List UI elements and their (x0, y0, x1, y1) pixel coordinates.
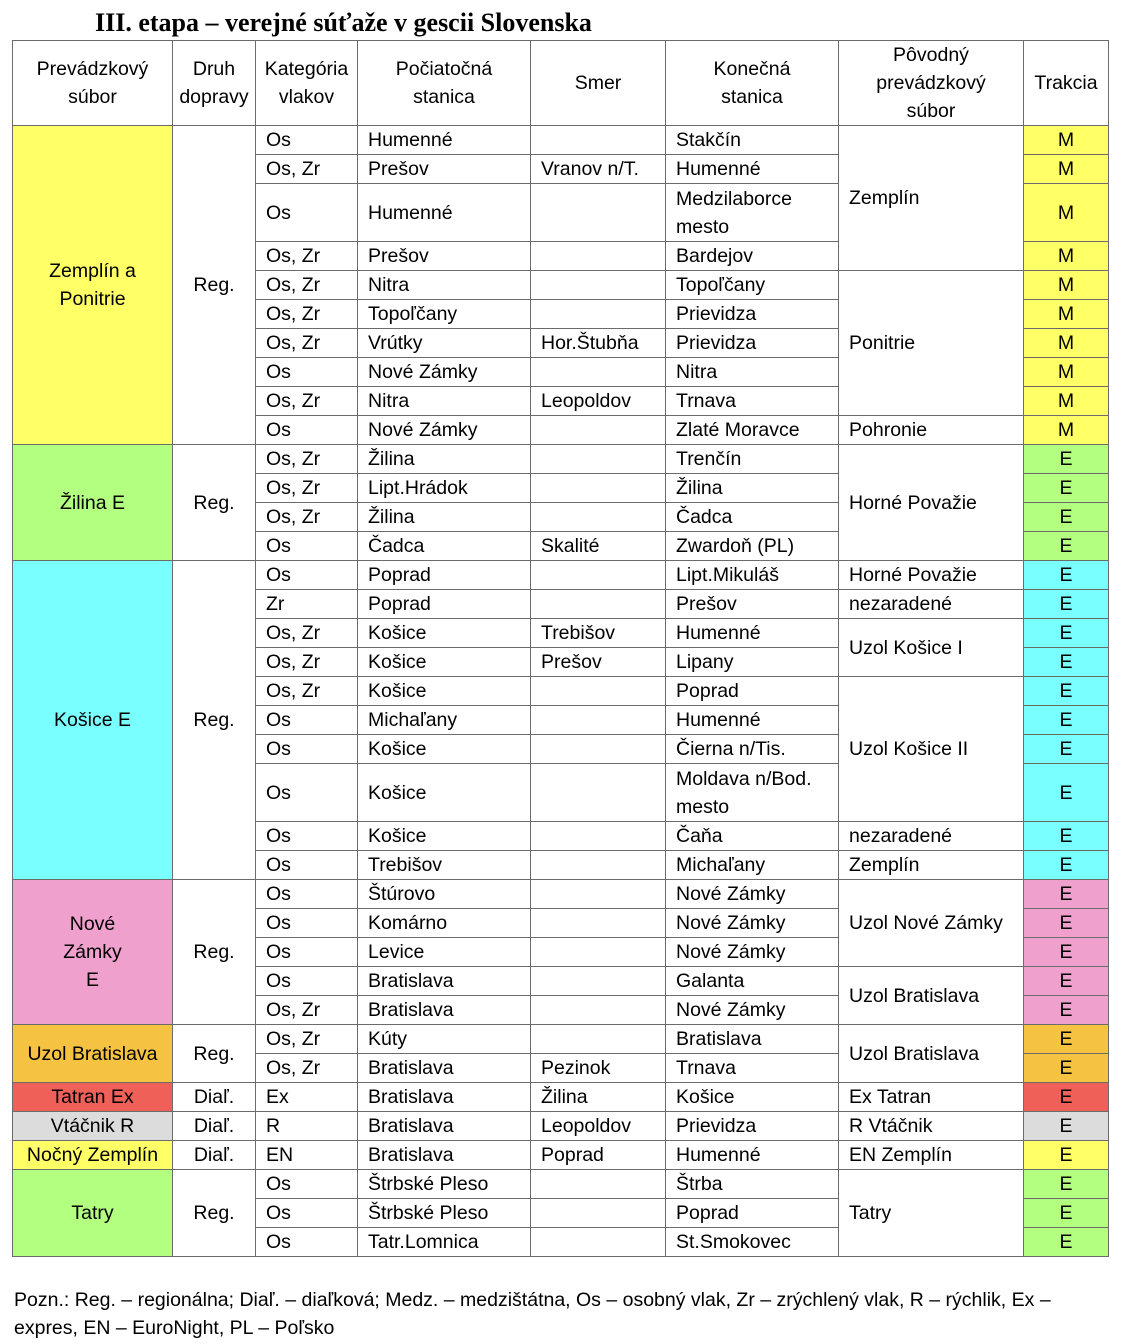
direction (531, 242, 666, 271)
transport-type: Diaľ. (173, 1141, 256, 1170)
original-operating-set: Uzol Bratislava (839, 1025, 1024, 1083)
end-station: Lipany (666, 648, 839, 677)
traction: E (1024, 706, 1109, 735)
original-operating-set: Zemplín (839, 851, 1024, 880)
train-category: Os (256, 184, 358, 242)
direction (531, 938, 666, 967)
start-station: Lipt.Hrádok (358, 474, 531, 503)
traction: E (1024, 648, 1109, 677)
group-name: Zemplín a Ponitrie (13, 126, 173, 445)
train-category: Os (256, 1228, 358, 1257)
traction: E (1024, 1228, 1109, 1257)
start-station: Bratislava (358, 967, 531, 996)
start-station: Košice (358, 735, 531, 764)
start-station: Humenné (358, 184, 531, 242)
traction: E (1024, 1199, 1109, 1228)
start-station: Košice (358, 677, 531, 706)
group-name: Uzol Bratislava (13, 1025, 173, 1083)
direction (531, 358, 666, 387)
train-category: Os, Zr (256, 155, 358, 184)
original-operating-set: Tatry (839, 1170, 1024, 1257)
transport-type: Reg. (173, 880, 256, 1025)
direction (531, 677, 666, 706)
start-station: Žilina (358, 445, 531, 474)
original-operating-set: nezaradené (839, 822, 1024, 851)
direction (531, 822, 666, 851)
train-category: Os, Zr (256, 1054, 358, 1083)
train-category: Os, Zr (256, 474, 358, 503)
train-category: Os, Zr (256, 300, 358, 329)
end-station: St.Smokovec (666, 1228, 839, 1257)
direction (531, 561, 666, 590)
train-category: Os (256, 938, 358, 967)
start-station: Michaľany (358, 706, 531, 735)
header-trakcia: Trakcia (1024, 41, 1109, 126)
traction: E (1024, 619, 1109, 648)
traction: E (1024, 1170, 1109, 1199)
direction (531, 880, 666, 909)
traction: E (1024, 1112, 1109, 1141)
start-station: Nitra (358, 271, 531, 300)
traction: E (1024, 822, 1109, 851)
traction: E (1024, 503, 1109, 532)
traction: M (1024, 416, 1109, 445)
traction: M (1024, 242, 1109, 271)
direction: Prešov (531, 648, 666, 677)
end-station: Nové Zámky (666, 909, 839, 938)
end-station: Zwardoň (PL) (666, 532, 839, 561)
train-category: Os (256, 358, 358, 387)
table-row (13, 880, 1109, 909)
end-station: Čierna n/Tis. (666, 735, 839, 764)
direction: Žilina (531, 1083, 666, 1112)
traction: M (1024, 126, 1109, 155)
original-operating-set: Horné Považie (839, 445, 1024, 561)
table-row (13, 445, 1109, 474)
original-operating-set: Pohronie (839, 416, 1024, 445)
header-povodny: Pôvodný prevádzkový súbor (839, 41, 1024, 126)
start-station: Bratislava (358, 1054, 531, 1083)
transport-type: Reg. (173, 1170, 256, 1257)
start-station: Poprad (358, 590, 531, 619)
start-station: Bratislava (358, 1141, 531, 1170)
train-category: Os, Zr (256, 677, 358, 706)
train-category: Os, Zr (256, 242, 358, 271)
train-category: Os (256, 822, 358, 851)
direction (531, 851, 666, 880)
start-station: Štrbské Pleso (358, 1170, 531, 1199)
end-station: Stakčín (666, 126, 839, 155)
start-station: Košice (358, 764, 531, 822)
start-station: Štrbské Pleso (358, 1199, 531, 1228)
start-station: Prešov (358, 242, 531, 271)
start-station: Bratislava (358, 996, 531, 1025)
direction (531, 184, 666, 242)
start-station: Bratislava (358, 1083, 531, 1112)
start-station: Nitra (358, 387, 531, 416)
original-operating-set: Ex Tatran (839, 1083, 1024, 1112)
table-row (13, 1112, 1109, 1141)
train-category: Os, Zr (256, 1025, 358, 1054)
original-operating-set: R Vtáčnik (839, 1112, 1024, 1141)
traction: E (1024, 996, 1109, 1025)
header-konecna: Konečná stanica (666, 41, 839, 126)
group-name: Tatran Ex (13, 1083, 173, 1112)
train-category: Os (256, 561, 358, 590)
traction: E (1024, 735, 1109, 764)
train-category: Os (256, 532, 358, 561)
train-category: Os, Zr (256, 445, 358, 474)
end-station: Prešov (666, 590, 839, 619)
train-category: Os, Zr (256, 619, 358, 648)
traction: E (1024, 880, 1109, 909)
end-station: Lipt.Mikuláš (666, 561, 839, 590)
end-station: Moldava n/Bod. mesto (666, 764, 839, 822)
end-station: Humenné (666, 706, 839, 735)
train-category: Os (256, 909, 358, 938)
end-station: Nové Zámky (666, 880, 839, 909)
start-station: Levice (358, 938, 531, 967)
footnote: Pozn.: Reg. – regionálna; Diaľ. – diaľková; Medz. – medzištátna, Os – osobný vlak, Zr – zrýchlený vlak, R – rýchlik, Ex – expres, EN – EuroNight, PL – Poľsko (14, 1289, 1051, 1339)
original-operating-set: Uzol Košice II (839, 677, 1024, 822)
table-row (13, 1170, 1109, 1199)
direction (531, 1170, 666, 1199)
transport-type: Diaľ. (173, 1083, 256, 1112)
end-station: Medzilaborce mesto (666, 184, 839, 242)
start-station: Komárno (358, 909, 531, 938)
traction: E (1024, 909, 1109, 938)
end-station: Nitra (666, 358, 839, 387)
group-name: Košice E (13, 561, 173, 880)
direction (531, 1199, 666, 1228)
train-category: Os (256, 1170, 358, 1199)
train-category: EN (256, 1141, 358, 1170)
train-category: Os, Zr (256, 996, 358, 1025)
end-station: Topoľčany (666, 271, 839, 300)
group-name: Žilina E (13, 445, 173, 561)
start-station: Štúrovo (358, 880, 531, 909)
train-category: Ex (256, 1083, 358, 1112)
direction (531, 1228, 666, 1257)
table-row (13, 561, 1109, 590)
direction: Skalité (531, 532, 666, 561)
traction: E (1024, 1054, 1109, 1083)
train-category: Os (256, 706, 358, 735)
train-category: Os (256, 967, 358, 996)
direction (531, 764, 666, 822)
transport-type: Reg. (173, 126, 256, 445)
group-name: Nové Zámky E (13, 880, 173, 1025)
end-station: Galanta (666, 967, 839, 996)
train-category: Os (256, 880, 358, 909)
traction: M (1024, 184, 1109, 242)
train-category: Os (256, 126, 358, 155)
start-station: Poprad (358, 561, 531, 590)
direction (531, 300, 666, 329)
direction (531, 474, 666, 503)
table-row (13, 1025, 1109, 1054)
direction (531, 416, 666, 445)
train-category: Os (256, 416, 358, 445)
direction (531, 590, 666, 619)
end-station: Čadca (666, 503, 839, 532)
end-station: Košice (666, 1083, 839, 1112)
traction: M (1024, 387, 1109, 416)
direction: Pezinok (531, 1054, 666, 1083)
train-category: Os (256, 764, 358, 822)
train-category: Os, Zr (256, 271, 358, 300)
original-operating-set: Uzol Bratislava (839, 967, 1024, 1025)
end-station: Poprad (666, 677, 839, 706)
end-station: Humenné (666, 155, 839, 184)
start-station: Košice (358, 648, 531, 677)
direction: Trebišov (531, 619, 666, 648)
table-row (13, 1141, 1109, 1170)
start-station: Nové Zámky (358, 358, 531, 387)
original-operating-set: Uzol Košice I (839, 619, 1024, 677)
header-druh: Druh dopravy (173, 41, 256, 126)
direction: Leopoldov (531, 387, 666, 416)
end-station: Štrba (666, 1170, 839, 1199)
direction (531, 126, 666, 155)
routes-table (12, 40, 1109, 1257)
traction: M (1024, 271, 1109, 300)
train-category: Os, Zr (256, 387, 358, 416)
transport-type: Reg. (173, 445, 256, 561)
train-category: Os, Zr (256, 503, 358, 532)
traction: M (1024, 300, 1109, 329)
end-station: Trnava (666, 1054, 839, 1083)
direction: Poprad (531, 1141, 666, 1170)
end-station: Nové Zámky (666, 938, 839, 967)
start-station: Nové Zámky (358, 416, 531, 445)
direction (531, 1025, 666, 1054)
direction: Vranov n/T. (531, 155, 666, 184)
end-station: Trnava (666, 387, 839, 416)
group-name: Nočný Zemplín (13, 1141, 173, 1170)
start-station: Trebišov (358, 851, 531, 880)
train-category: Os (256, 851, 358, 880)
direction (531, 445, 666, 474)
train-category: Zr (256, 590, 358, 619)
table-row (13, 1083, 1109, 1112)
end-station: Michaľany (666, 851, 839, 880)
end-station: Bratislava (666, 1025, 839, 1054)
direction (531, 909, 666, 938)
traction: E (1024, 561, 1109, 590)
traction: E (1024, 1083, 1109, 1112)
end-station: Trenčín (666, 445, 839, 474)
train-category: R (256, 1112, 358, 1141)
start-station: Prešov (358, 155, 531, 184)
start-station: Vrútky (358, 329, 531, 358)
train-category: Os, Zr (256, 648, 358, 677)
train-category: Os, Zr (256, 329, 358, 358)
train-category: Os (256, 1199, 358, 1228)
transport-type: Reg. (173, 1025, 256, 1083)
end-station: Žilina (666, 474, 839, 503)
traction: M (1024, 329, 1109, 358)
traction: E (1024, 590, 1109, 619)
direction (531, 706, 666, 735)
header-subor: Prevádzkový súbor (13, 41, 173, 126)
original-operating-set: EN Zemplín (839, 1141, 1024, 1170)
end-station: Prievidza (666, 329, 839, 358)
traction: E (1024, 677, 1109, 706)
direction (531, 271, 666, 300)
direction: Leopoldov (531, 1112, 666, 1141)
end-station: Bardejov (666, 242, 839, 271)
train-category: Os (256, 735, 358, 764)
end-station: Humenné (666, 1141, 839, 1170)
group-name: Tatry (13, 1170, 173, 1257)
end-station: Prievidza (666, 300, 839, 329)
traction: M (1024, 155, 1109, 184)
start-station: Košice (358, 822, 531, 851)
header-pociatocna: Počiatočná stanica (358, 41, 531, 126)
traction: E (1024, 967, 1109, 996)
original-operating-set: Uzol Nové Zámky (839, 880, 1024, 967)
direction (531, 735, 666, 764)
start-station: Tatr.Lomnica (358, 1228, 531, 1257)
start-station: Kúty (358, 1025, 531, 1054)
table-header-row (13, 41, 1109, 126)
start-station: Bratislava (358, 1112, 531, 1141)
start-station: Košice (358, 619, 531, 648)
start-station: Humenné (358, 126, 531, 155)
header-smer: Smer (531, 41, 666, 126)
end-station: Nové Zámky (666, 996, 839, 1025)
end-station: Poprad (666, 1199, 839, 1228)
traction: E (1024, 764, 1109, 822)
direction (531, 967, 666, 996)
start-station: Topoľčany (358, 300, 531, 329)
traction: E (1024, 474, 1109, 503)
end-station: Humenné (666, 619, 839, 648)
end-station: Prievidza (666, 1112, 839, 1141)
header-kategoria: Kategória vlakov (256, 41, 358, 126)
traction: E (1024, 1141, 1109, 1170)
original-operating-set: nezaradené (839, 590, 1024, 619)
original-operating-set: Horné Považie (839, 561, 1024, 590)
transport-type: Diaľ. (173, 1112, 256, 1141)
end-station: Zlaté Moravce (666, 416, 839, 445)
traction: M (1024, 358, 1109, 387)
group-name: Vtáčnik R (13, 1112, 173, 1141)
table-body (13, 126, 1109, 1257)
traction: E (1024, 532, 1109, 561)
table-row (13, 126, 1109, 155)
traction: E (1024, 851, 1109, 880)
direction (531, 996, 666, 1025)
traction: E (1024, 938, 1109, 967)
direction (531, 503, 666, 532)
direction: Hor.Štubňa (531, 329, 666, 358)
original-operating-set: Zemplín (839, 126, 1024, 271)
traction: E (1024, 445, 1109, 474)
page-title: III. etapa – verejné súťaže v gescii Slovenska (95, 8, 592, 37)
end-station: Čaňa (666, 822, 839, 851)
start-station: Žilina (358, 503, 531, 532)
transport-type: Reg. (173, 561, 256, 880)
traction: E (1024, 1025, 1109, 1054)
original-operating-set: Ponitrie (839, 271, 1024, 416)
start-station: Čadca (358, 532, 531, 561)
